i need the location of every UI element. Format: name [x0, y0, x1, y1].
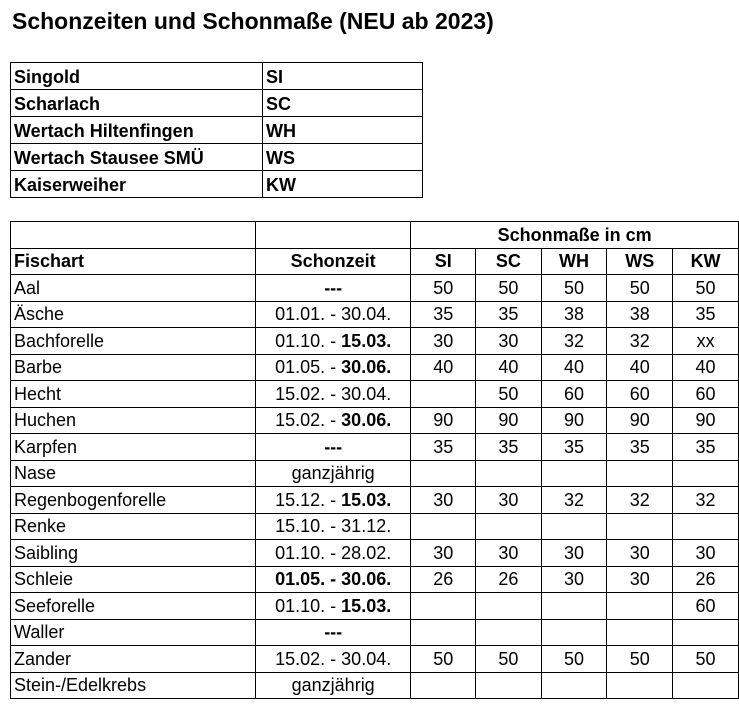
fish-name-cell: Nase	[11, 460, 256, 487]
schonmass-cell-sc: 35	[476, 301, 541, 328]
page-title: Schonzeiten und Schonmaße (NEU ab 2023)	[12, 8, 494, 34]
schonmass-cell-kw: 40	[673, 354, 739, 381]
fischart-header: Fischart	[11, 248, 256, 275]
schonmass-cell-kw: 50	[673, 646, 739, 673]
legend-water-code: SI	[263, 63, 423, 90]
schonmass-cell-wh: 32	[541, 328, 607, 355]
season-start: 15.10.	[275, 516, 326, 537]
table-row	[11, 540, 739, 567]
schonmass-cell-ws: 30	[607, 566, 673, 593]
legend-water-code: WH	[263, 117, 423, 144]
table-row	[11, 566, 739, 593]
table-row	[11, 460, 739, 487]
schonmass-cell-sc: 35	[476, 434, 541, 461]
season-separator: -	[325, 357, 342, 378]
fish-name-cell: Karpfen	[11, 434, 256, 461]
schonmass-cell-wh	[541, 593, 607, 620]
schonmass-cell-kw: xx	[673, 328, 739, 355]
water-header-sc: SC	[476, 248, 541, 275]
schonmass-cell-kw: 60	[673, 593, 739, 620]
schonmass-cell-wh: 35	[541, 434, 607, 461]
schonmass-cell-wh: 30	[541, 540, 607, 567]
schonmass-cell-ws: 60	[607, 381, 673, 408]
legend-row	[11, 63, 423, 90]
schonmass-cell-sc: 30	[476, 487, 541, 514]
legend-row	[11, 117, 423, 144]
season-separator: ganzjährig	[291, 463, 375, 484]
schonmass-cell-wh	[541, 619, 607, 646]
schonmass-cell-si: 30	[411, 328, 476, 355]
table-row	[11, 301, 739, 328]
schonmass-cell-sc	[476, 593, 541, 620]
fish-name-cell: Stein-/Edelkrebs	[11, 672, 256, 699]
table-row	[11, 407, 739, 434]
season-separator: -	[325, 330, 342, 351]
schonmass-cell-sc: 40	[476, 354, 541, 381]
schonmass-cell-kw	[673, 513, 739, 540]
schonmass-cell-sc	[476, 460, 541, 487]
schonmass-cell-kw: 90	[673, 407, 739, 434]
table-row	[11, 672, 739, 699]
schonzeit-cell	[256, 407, 411, 434]
season-separator: -	[325, 489, 342, 510]
schonmass-cell-ws: 38	[607, 301, 673, 328]
season-end: 30.04.	[341, 383, 392, 404]
schonmass-cell-kw	[673, 619, 739, 646]
fish-name-cell: Huchen	[11, 407, 256, 434]
schonmass-cell-kw: 26	[673, 566, 739, 593]
schonmass-cell-kw: 30	[673, 540, 739, 567]
schonmass-cell-sc: 30	[476, 540, 541, 567]
schonmass-cell-sc: 50	[476, 381, 541, 408]
schonmass-cell-ws: 90	[607, 407, 673, 434]
schonmass-cell-si	[411, 593, 476, 620]
fish-name-cell: Barbe	[11, 354, 256, 381]
season-end: 15.03.	[341, 330, 392, 351]
schonzeit-cell	[256, 460, 411, 487]
season-separator: -	[325, 516, 342, 537]
season-end: 31.12.	[341, 516, 392, 537]
table-row	[11, 354, 739, 381]
schonmass-cell-si: 30	[411, 540, 476, 567]
schonmass-cell-kw	[673, 460, 739, 487]
season-start: 01.01.	[275, 304, 326, 325]
schonmass-cell-wh: 50	[541, 275, 607, 302]
season-end: 30.06.	[341, 410, 392, 431]
season-start: 01.05.	[275, 569, 326, 590]
fish-name-cell: Waller	[11, 619, 256, 646]
schonmass-cell-si	[411, 672, 476, 699]
schonmass-cell-wh: 40	[541, 354, 607, 381]
schonmass-cell-si: 40	[411, 354, 476, 381]
schonmass-cell-wh	[541, 672, 607, 699]
schonmass-cell-si: 26	[411, 566, 476, 593]
season-end: 30.06.	[341, 569, 392, 590]
table-row	[11, 513, 739, 540]
schonmass-cell-wh: 32	[541, 487, 607, 514]
season-separator: -	[325, 410, 342, 431]
season-end: 30.04.	[341, 648, 392, 669]
schonmass-cell-ws	[607, 619, 673, 646]
schonmass-cell-kw: 35	[673, 434, 739, 461]
schonmass-cell-si: 90	[411, 407, 476, 434]
schonmass-cell-ws	[607, 513, 673, 540]
water-header-si: SI	[411, 248, 476, 275]
schonzeit-cell	[256, 354, 411, 381]
schonmass-cell-wh: 30	[541, 566, 607, 593]
schonzeit-cell	[256, 301, 411, 328]
header-row-columns	[11, 248, 739, 275]
schonmass-cell-kw: 35	[673, 301, 739, 328]
season-separator: -	[325, 569, 342, 590]
schonmass-cell-ws	[607, 460, 673, 487]
water-header-ws: WS	[607, 248, 673, 275]
schonzeit-cell	[256, 434, 411, 461]
schonmass-cell-ws: 32	[607, 487, 673, 514]
header-empty-cell	[256, 222, 411, 249]
schonzeit-header: Schonzeit	[256, 248, 411, 275]
fish-name-cell: Regenbogenforelle	[11, 487, 256, 514]
season-separator: -	[325, 383, 342, 404]
schonzeit-cell	[256, 672, 411, 699]
season-start: 15.02.	[275, 648, 326, 669]
header-row-group	[11, 222, 739, 249]
season-separator: ---	[324, 436, 343, 457]
schonmasse-group-header: Schonmaße in cm	[411, 222, 739, 249]
schonmass-cell-si: 35	[411, 301, 476, 328]
fish-name-cell: Aal	[11, 275, 256, 302]
legend-row	[11, 144, 423, 171]
season-end: 30.06.	[341, 357, 392, 378]
table-row	[11, 328, 739, 355]
season-start: 15.02.	[275, 410, 326, 431]
schonzeit-cell	[256, 328, 411, 355]
legend-water-code: KW	[263, 171, 423, 198]
schonmass-cell-sc: 90	[476, 407, 541, 434]
water-header-kw: KW	[673, 248, 739, 275]
season-separator: -	[325, 304, 342, 325]
season-start: 15.02.	[275, 383, 326, 404]
schonmass-cell-ws	[607, 672, 673, 699]
water-legend-table	[10, 62, 423, 198]
fish-name-cell: Äsche	[11, 301, 256, 328]
fish-name-cell: Schleie	[11, 566, 256, 593]
table-row	[11, 646, 739, 673]
fish-name-cell: Seeforelle	[11, 593, 256, 620]
schonmass-cell-kw: 32	[673, 487, 739, 514]
fish-name-cell: Zander	[11, 646, 256, 673]
schonmass-cell-sc	[476, 672, 541, 699]
season-separator: ganzjährig	[291, 675, 375, 696]
legend-row	[11, 171, 423, 198]
schonmass-cell-wh: 38	[541, 301, 607, 328]
table-row	[11, 487, 739, 514]
schonmass-cell-wh	[541, 460, 607, 487]
season-start: 01.05.	[275, 357, 326, 378]
table-row	[11, 381, 739, 408]
schonzeit-cell	[256, 593, 411, 620]
schonmass-cell-ws: 32	[607, 328, 673, 355]
schonzeit-cell	[256, 566, 411, 593]
table-row	[11, 275, 739, 302]
schonmass-cell-si: 50	[411, 646, 476, 673]
legend-row	[11, 90, 423, 117]
schonmass-cell-sc	[476, 619, 541, 646]
season-separator: -	[325, 542, 342, 563]
season-separator: -	[325, 595, 342, 616]
schonmass-cell-wh: 60	[541, 381, 607, 408]
table-row	[11, 619, 739, 646]
schonmass-cell-sc: 30	[476, 328, 541, 355]
schonzeit-cell	[256, 540, 411, 567]
schonmass-cell-si	[411, 513, 476, 540]
legend-water-name: Kaiserweiher	[11, 171, 263, 198]
legend-water-name: Scharlach	[11, 90, 263, 117]
schonmass-cell-wh: 90	[541, 407, 607, 434]
schonzeit-cell	[256, 513, 411, 540]
schonzeit-cell	[256, 619, 411, 646]
schonmass-cell-si: 50	[411, 275, 476, 302]
schonmass-cell-ws: 40	[607, 354, 673, 381]
fish-name-cell: Saibling	[11, 540, 256, 567]
table-row	[11, 593, 739, 620]
season-end: 30.04.	[341, 304, 392, 325]
schonmass-cell-wh: 50	[541, 646, 607, 673]
header-empty-cell	[11, 222, 256, 249]
legend-water-name: Wertach Hiltenfingen	[11, 117, 263, 144]
season-separator: -	[325, 648, 342, 669]
water-header-wh: WH	[541, 248, 607, 275]
season-start: 01.10.	[275, 595, 326, 616]
legend-water-code: WS	[263, 144, 423, 171]
schonmass-cell-ws: 50	[607, 646, 673, 673]
schonmass-cell-si	[411, 619, 476, 646]
schonmass-cell-sc: 50	[476, 646, 541, 673]
season-end: 15.03.	[341, 595, 392, 616]
legend-water-code: SC	[263, 90, 423, 117]
fish-name-cell: Bachforelle	[11, 328, 256, 355]
season-end: 28.02.	[341, 542, 392, 563]
schonzeiten-table	[10, 221, 739, 699]
schonmass-cell-si	[411, 460, 476, 487]
schonmass-cell-si: 35	[411, 434, 476, 461]
season-start: 01.10.	[275, 330, 326, 351]
table-row	[11, 434, 739, 461]
season-start: 01.10.	[275, 542, 326, 563]
fish-name-cell: Renke	[11, 513, 256, 540]
schonzeit-cell	[256, 275, 411, 302]
schonmass-cell-si: 30	[411, 487, 476, 514]
schonmass-cell-ws	[607, 593, 673, 620]
legend-water-name: Singold	[11, 63, 263, 90]
season-separator: ---	[324, 622, 343, 643]
schonmass-cell-ws: 30	[607, 540, 673, 567]
schonmass-cell-kw	[673, 672, 739, 699]
schonmass-cell-wh	[541, 513, 607, 540]
schonmass-cell-sc: 50	[476, 275, 541, 302]
schonmass-cell-sc: 26	[476, 566, 541, 593]
schonzeit-cell	[256, 646, 411, 673]
schonmass-cell-kw: 50	[673, 275, 739, 302]
schonmass-cell-ws: 35	[607, 434, 673, 461]
fish-name-cell: Hecht	[11, 381, 256, 408]
schonmass-cell-si	[411, 381, 476, 408]
season-end: 15.03.	[341, 489, 392, 510]
schonmass-cell-kw: 60	[673, 381, 739, 408]
season-start: 15.12.	[275, 489, 326, 510]
schonzeit-cell	[256, 487, 411, 514]
schonzeit-cell	[256, 381, 411, 408]
season-separator: ---	[324, 277, 343, 298]
legend-water-name: Wertach Stausee SMÜ	[11, 144, 263, 171]
schonmass-cell-ws: 50	[607, 275, 673, 302]
schonmass-cell-sc	[476, 513, 541, 540]
